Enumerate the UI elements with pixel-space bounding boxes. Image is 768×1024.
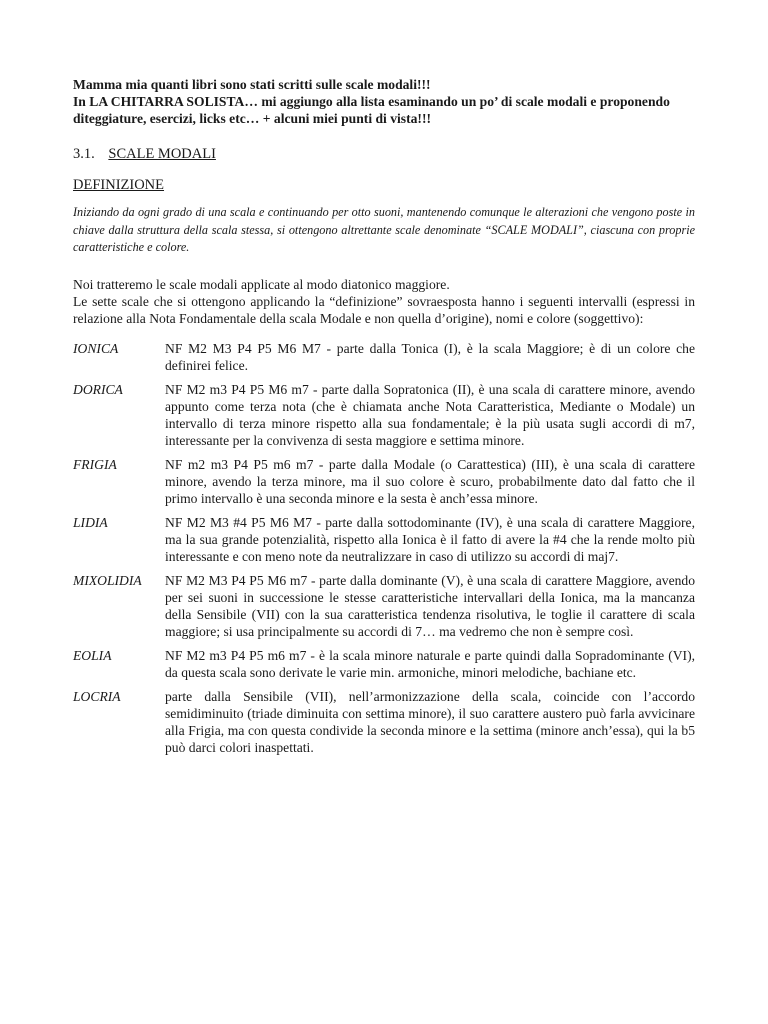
mode-row-mixolidia: [73, 572, 695, 640]
mode-name: DORICA: [73, 381, 123, 397]
modes-list: [73, 340, 695, 756]
mode-description: NF M2 m3 P4 P5 m6 m7 - è la scala minore naturale e parte quindi dalla Sopradominante (VI), da questa scala sono derivate le varie min. armoniche, minori melodiche, bachiane etc.: [165, 647, 695, 680]
mode-description: NF m2 m3 P4 P5 m6 m7 - parte dalla Modale (o Carattestica) (III), è una scala di carattere minore, avendo la terza minore, ma il suo colore è scuro, probabilmente dato dal fatto che il primo intervallo è una seconda minore e la sesta è anch’essa minore.: [165, 456, 695, 506]
mode-name: IONICA: [73, 340, 119, 356]
mode-description: NF M2 M3 P4 P5 M6 m7 - parte dalla dominante (V), è una scala di carattere Maggiore, avendo per sei suoni in successione le stesse caratteristiche intervallari della Ionica, ma la mancanza della Sensibile (VII) con la sua caratteristica tendenza risolutiva, le toglie il carattere di scala maggiore; si usa principalmente su accordi di 7… ma vedremo che non è sempre così.: [165, 572, 695, 639]
section-title: SCALE MODALI: [108, 146, 216, 162]
intro-line-2: In LA CHITARRA SOLISTA… mi aggiungo alla lista esaminando un po’ di scale modali e proponendo diteggiature, esercizi, licks etc… + alcuni miei punti di vista!!!: [73, 94, 670, 126]
definition-text: Iniziando da ogni grado di una scala e continuando per otto suoni, mantenendo comunque le alterazioni che vengono poste in chiave dalla struttura della scala stessa, si ottengono altrettante scale denominate “SCALE MODALI”, ciascuna con proprie caratteristiche e colore.: [73, 205, 695, 254]
intro-block: [73, 76, 695, 127]
mode-name: EOLIA: [73, 647, 112, 663]
mode-row-lidia: [73, 514, 695, 565]
body-text: [73, 276, 695, 327]
mode-name: LIDIA: [73, 514, 108, 530]
mode-description: parte dalla Sensibile (VII), nell’armonizzazione della scala, coincide con l’accordo semidiminuito (triade diminuita con settima minore), il suo carattere austero può farla avvicinare alla Frigia, ma con questa condivide la seconda minore e la settima (minore anch’essa), qui la b5 può darci colori inaspettati.: [165, 688, 695, 755]
mode-description: NF M2 M3 P4 P5 M6 M7 - parte dalla Tonica (I), è la scala Maggiore; è di un colore che definirei felice.: [165, 340, 695, 373]
section-heading: [73, 145, 695, 163]
body-paragraph-2: Le sette scale che si ottengono applicando la “definizione” sovraesposta hanno i seguenti intervalli (espressi in relazione alla Nota Fondamentale della scala Modale e non quella d’origine), nomi e colore (soggettivo):: [73, 293, 695, 326]
mode-row-locria: [73, 688, 695, 756]
mode-row-frigia: [73, 456, 695, 507]
mode-description: NF M2 M3 #4 P5 M6 M7 - parte dalla sottodominante (IV), è una scala di carattere Maggiore, ma la sua grande potenzialità, rispetto alla Ionica è il fatto di avere la #4 che la rende molto più interessante e con meno note da neutralizzare in caso di utilizzo su accordi di maj7.: [165, 514, 695, 564]
mode-name: MIXOLIDIA: [73, 572, 142, 588]
mode-description: NF M2 m3 P4 P5 M6 m7 - parte dalla Sopratonica (II), è una scala di carattere minore, avendo appunto come terza nota (che è chiamata anche Nota Caratteristica, Mediante o Modale) un intervallo di terza minore rispetto alla sua fondamentale; è la più usata sugli accordi di m7, interessante per la convivenza di sesta maggiore e settima minore.: [165, 381, 695, 448]
mode-row-dorica: [73, 381, 695, 449]
mode-row-ionica: [73, 340, 695, 374]
intro-line-1: Mamma mia quanti libri sono stati scritti sulle scale modali!!!: [73, 77, 431, 92]
mode-name: LOCRIA: [73, 688, 121, 704]
definition-heading: DEFINIZIONE: [73, 177, 165, 193]
mode-row-eolia: [73, 647, 695, 681]
section-number: 3.1.: [73, 146, 95, 162]
document-page: [73, 76, 695, 763]
mode-name: FRIGIA: [73, 456, 117, 472]
body-paragraph-1: Noi tratteremo le scale modali applicate al modo diatonico maggiore.: [73, 276, 450, 292]
